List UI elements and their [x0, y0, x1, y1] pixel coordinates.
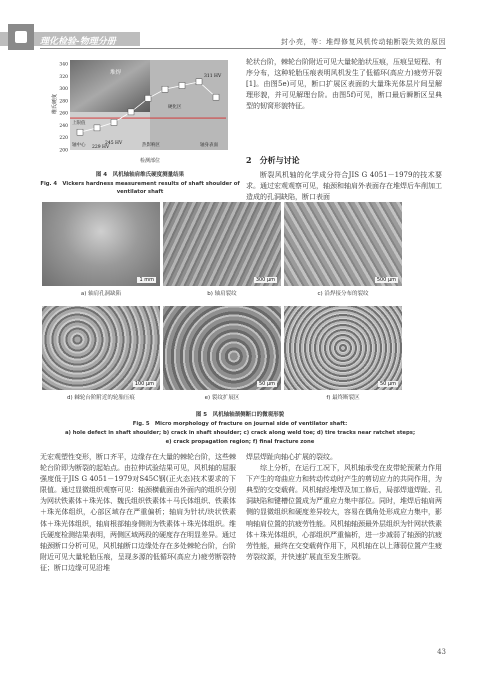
hardness-point — [196, 79, 202, 85]
upper-limit-label: 上限值 — [72, 121, 86, 126]
center-label: 轴中心 — [72, 143, 86, 148]
value-label-min: 229 HV — [92, 145, 110, 150]
figure4-hardness-chart — [50, 60, 230, 165]
figure5-caption-en-3: e) crack propagation region; f) final fracture zone — [165, 439, 315, 445]
hardness-point — [213, 94, 219, 100]
scale-bar-label: 50 μm — [379, 381, 396, 387]
section2-paragraph: 断裂风机轴的化学成分符合JIS G 4051－1979的技术要求。通过宏观观察可见，轴颈和轴肩外表面存在堆焊后车削加工造成的孔洞缺陷，断口表面 — [246, 171, 442, 202]
figure5-caption-en-1: Fig. 5 Micro morphology of fracture on journal side of ventilator shaft: — [132, 421, 348, 427]
y-tick-label: 300 — [59, 87, 68, 93]
y-tick-label: 260 — [59, 111, 68, 117]
figure5-caption-en-2: a) hole defect in shaft shoulder; b) crack in shaft shoulder; c) crack along weld toe; d) tire tracks near ratchet steps; — [64, 430, 416, 436]
micrograph-label: d) 棘轮台阶附近的轮胎压痕 — [67, 395, 135, 401]
scale-bar-label: 500 μm — [376, 277, 396, 283]
micrograph-panel — [284, 202, 402, 286]
hardness-point — [179, 83, 185, 89]
micrograph-panel — [163, 306, 281, 390]
figure4-caption-en: Fig. 4 Vickers hardness measurement results of shaft shoulder of ventilator shaft — [40, 181, 240, 195]
y-tick-label: 220 — [59, 136, 68, 142]
y-tick-label: 240 — [59, 123, 68, 129]
header-rule — [40, 48, 446, 49]
value-label-max: 311 HV — [204, 74, 222, 79]
micrograph-panel — [163, 202, 281, 286]
hardness-point — [145, 95, 151, 101]
scale-bar-label: 50 μm — [258, 381, 275, 387]
hardness-point — [162, 86, 168, 92]
y-tick-label: 340 — [59, 62, 68, 68]
left-column-bottom-paragraph: 无宏观塑性变形，断口齐平，边缘存在大量的棘轮台阶，这些棘轮台阶即为断裂的起始点。由拉伸试验结果可见，风机轴的屈服强度低于JIS G 4051－1979对S45C钢(正火态)技术要求的下限值。通过显微组织观察可见：轴颈横截面由外面内的组织分别为网状铁素体＋珠光体、魏氏组织铁素体＋马氏体组织、铁素体＋珠光体组织，心部区域存在严重偏析；轴肩为针状/块状铁素体＋珠光体组织，轴肩根部轴身侧则为铁素体＋珠光体组织。维氏硬度检测结果表明，两侧区域两段的硬度存在明显差异。通过轴颈断口分析可见，风机轴断口边缘处存在多处棘轮台阶，台阶附近可见大量轮胎压痕，呈现多源的低循环(高应力)疲劳断裂特征；断口边缘可见沿堆 — [40, 453, 236, 572]
micrograph-label: e) 裂纹扩展区 — [204, 395, 240, 401]
micrograph-label: b) 轴肩裂纹 — [207, 291, 237, 297]
y-tick-label: 320 — [59, 74, 68, 80]
haz-label: 硬化区 — [168, 105, 182, 110]
hardness-point — [94, 125, 100, 131]
micrograph-label: a) 轴肩孔洞缺陷 — [80, 291, 122, 297]
weld-photo — [70, 60, 150, 112]
haz2-label: 热影响区 — [142, 143, 160, 148]
y-tick-label: 280 — [59, 99, 68, 105]
y-axis-label: 维氏硬度 — [52, 93, 58, 114]
right-column-top-paragraph: 轮状台阶，棘轮台阶附近可见大量轮胎状压痕，压痕呈短程、有序分布，这种轮胎压痕表明风机发生了低循环(高应力)疲劳开裂[1]。由图5e)可见，断口扩展区表面的大量珠光体层片间呈解理形貌，并可见解理台阶。由图5f)可见，断口最后瞬断区呈典型的韧窝形貌特征。 — [246, 58, 442, 111]
section-heading: 2 分析与讨论 — [246, 155, 300, 165]
scale-bar-label: 100 μm — [134, 381, 154, 387]
micrograph-label: f) 最终断裂区 — [326, 395, 360, 401]
journal-name: 理化检验-物理分册 — [40, 37, 116, 47]
x-axis-label: 检测部位 — [140, 158, 161, 164]
weld-label: 堆焊 — [110, 70, 122, 76]
shaft-surface-label: 轴身表面 — [200, 143, 218, 148]
micrograph-label: c) 沿焊接分布的裂纹 — [317, 291, 369, 297]
value-label-mid: 245 HV — [105, 141, 123, 146]
hardness-point — [128, 109, 134, 115]
figure4-caption-cn: 图 4 风机轴轴肩维氏硬度测量结果 — [95, 172, 185, 178]
hardness-chart-svg — [50, 60, 230, 165]
right-column-bottom-paragraph: 焊层焊趾向轴心扩展的裂纹。 综上分析，在运行工况下，风机轴承受在皮带轮预紧力作用下产生的弯曲应力和转动传动时产生的剪切应力的共同作用，为典型的交变载荷。风机轴经堆焊及加工修后，局部焊道焊趾、孔洞缺陷和键槽位置成为严重应力集中部位。同时，堆焊后轴肩两侧的显微组织和硬度差异较大，容易在偶角处形成应力集中，影响轴肩位置的抗疲劳性能。风机轴轴颈最外层组织为针网状铁素体＋珠光体组织，心部组织严重偏析，进一步减弱了轴颈的抗疲劳性能，最终在交变载荷作用下，风机轴在以上薄弱位置产生疲劳裂纹源，并快速扩展直至发生断裂。 — [246, 453, 442, 561]
running-title: 封小亮，等：堆焊修复风机传动轴断裂失效的原因 — [281, 38, 446, 46]
journal-logo-icon — [8, 24, 34, 50]
micrograph-panel — [284, 306, 402, 390]
scale-bar-label: 1 mm — [139, 277, 154, 283]
micrograph-panel — [42, 306, 160, 390]
y-tick-label: 200 — [59, 148, 68, 154]
micrograph-panel — [42, 202, 160, 286]
hardness-point — [77, 129, 83, 135]
figure5-caption-cn: 图 5 风机轴轴颈侧断口的微观形貌 — [195, 412, 285, 418]
scale-bar-label: 300 μm — [255, 277, 275, 283]
page-number: 43 — [437, 648, 446, 656]
hardness-point — [111, 119, 117, 125]
